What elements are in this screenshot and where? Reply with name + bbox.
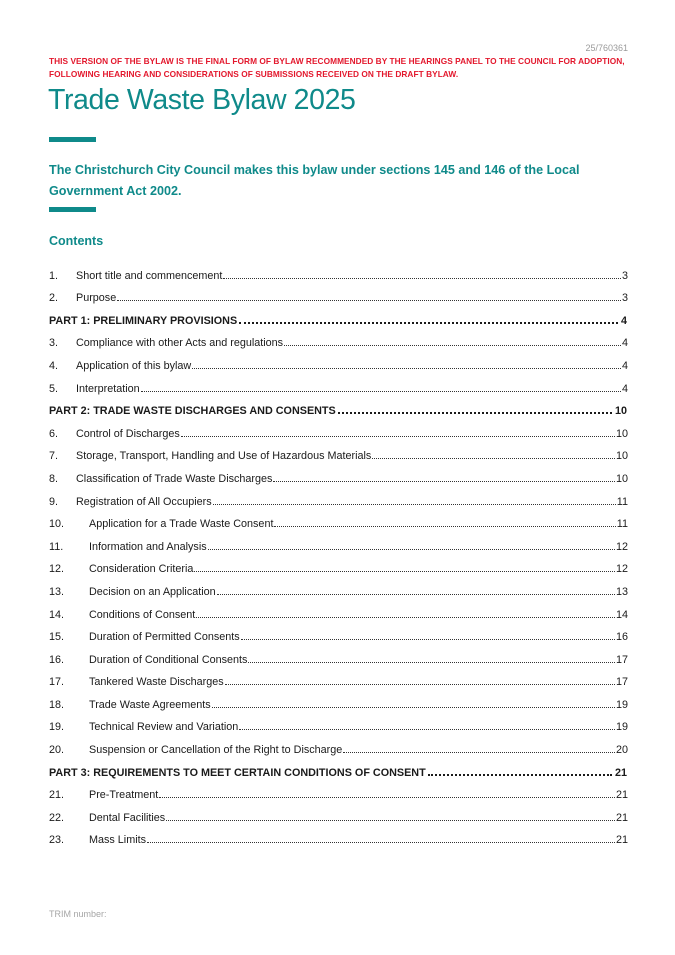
toc-part-heading[interactable] [49, 304, 628, 327]
toc-dot-leader [147, 842, 615, 843]
toc-entry-number: 3. [49, 337, 59, 350]
toc-entry-number: 6. [49, 427, 59, 440]
toc-entry[interactable] [49, 440, 628, 463]
toc-entry-number: 21. [49, 789, 65, 802]
toc-dot-leader [274, 526, 615, 527]
toc-entry-title: Dental Facilities [89, 811, 166, 824]
toc-page-number: 11 [616, 518, 628, 531]
toc-entry-title: Purpose [76, 292, 117, 305]
toc-dot-leader [428, 774, 612, 776]
toc-entry-number: 22. [49, 811, 65, 824]
toc-dot-leader [239, 322, 618, 324]
toc-page-number: 3 [621, 269, 628, 282]
subtitle-underline [49, 207, 96, 212]
toc-entry[interactable] [49, 779, 628, 802]
toc-entry-number: 2. [49, 292, 59, 305]
toc-entry[interactable] [49, 462, 628, 485]
toc-page-number: 21 [615, 811, 628, 824]
toc-entry[interactable] [49, 801, 628, 824]
toc-dot-leader [212, 707, 615, 708]
toc-entry[interactable] [49, 327, 628, 350]
toc-page-number: 19 [615, 698, 628, 711]
toc-entry-title: Tankered Waste Discharges [89, 676, 224, 689]
toc-dot-leader [372, 458, 615, 459]
toc-page-number: 4 [621, 382, 628, 395]
toc-dot-leader [181, 436, 615, 437]
toc-dot-leader [241, 639, 615, 640]
toc-entry[interactable] [49, 621, 628, 644]
title-underline [49, 137, 96, 142]
toc-entry-title: PART 2: TRADE WASTE DISCHARGES AND CONSENTS [49, 405, 336, 418]
toc-entry-number: 11. [49, 540, 64, 553]
toc-page-number: 10 [615, 472, 628, 485]
toc-dot-leader [166, 820, 615, 821]
toc-page-number: 10 [615, 427, 628, 440]
enactment-statement: The Christchurch City Council makes this bylaw under sections 145 and 146 of the Local Government Act 2002. [49, 163, 580, 198]
toc-page-number: 12 [615, 540, 628, 553]
toc-page-number: 16 [615, 631, 628, 644]
trim-number-label: TRIM number: [49, 909, 107, 919]
toc-dot-leader [159, 797, 615, 798]
toc-entry-number: 17. [49, 676, 65, 689]
toc-entry-title: Suspension or Cancellation of the Right to Discharge [89, 744, 343, 757]
toc-page-number: 20 [615, 744, 628, 757]
toc-page-number: 21 [615, 789, 628, 802]
toc-part-heading[interactable] [49, 756, 628, 779]
toc-entry[interactable] [49, 598, 628, 621]
toc-entry-title: Registration of All Occupiers [76, 495, 212, 508]
toc-dot-leader [213, 504, 616, 505]
toc-entry-title: PART 3: REQUIREMENTS TO MEET CERTAIN CONDITIONS OF CONSENT [49, 766, 426, 779]
toc-dot-leader [239, 729, 615, 730]
toc-entry-title: Interpretation [76, 382, 140, 395]
table-of-contents [49, 259, 628, 846]
toc-entry-title: Mass Limits [89, 834, 146, 847]
toc-page-number: 10 [614, 405, 627, 418]
toc-page-number: 11 [616, 495, 628, 508]
toc-entry-title: Control of Discharges [76, 427, 180, 440]
toc-entry[interactable] [49, 553, 628, 576]
toc-entry-title: Storage, Transport, Handling and Use of Hazardous Materials [76, 450, 372, 463]
toc-entry-number: 18. [49, 698, 65, 711]
toc-page-number: 14 [615, 608, 628, 621]
toc-entry-number: 5. [49, 382, 59, 395]
toc-entry-number: 19. [49, 721, 65, 734]
toc-entry-title: Pre-Treatment [89, 789, 159, 802]
document-reference: 25/760361 [585, 43, 628, 53]
toc-entry[interactable] [49, 711, 628, 734]
toc-entry-title: Technical Review and Variation [89, 721, 239, 734]
toc-entry-title: Application for a Trade Waste Consent [89, 518, 274, 531]
toc-entry-number: 7. [49, 450, 59, 463]
toc-dot-leader [343, 752, 615, 753]
toc-entry-title: Short title and commencement [76, 269, 223, 282]
toc-dot-leader [196, 617, 615, 618]
toc-entry-title: Compliance with other Acts and regulations [76, 337, 284, 350]
toc-entry-number: 16. [49, 653, 65, 666]
toc-page-number: 3 [621, 292, 628, 305]
toc-dot-leader [248, 662, 615, 663]
toc-entry-number: 9. [49, 495, 59, 508]
toc-entry-number: 12. [49, 563, 65, 576]
toc-entry[interactable] [49, 508, 628, 531]
toc-dot-leader [192, 368, 621, 369]
toc-page-number: 19 [615, 721, 628, 734]
toc-entry-number: 20. [49, 744, 65, 757]
toc-entry-number: 13. [49, 585, 65, 598]
toc-dot-leader [284, 345, 621, 346]
toc-entry-number: 4. [49, 359, 59, 372]
toc-page-number: 10 [615, 450, 628, 463]
toc-entry[interactable] [49, 643, 628, 666]
toc-page-number: 4 [620, 314, 627, 327]
toc-dot-leader [273, 481, 615, 482]
toc-page-number: 12 [615, 563, 628, 576]
toc-entry-title: PART 1: PRELIMINARY PROVISIONS [49, 314, 238, 327]
toc-entry[interactable] [49, 372, 628, 395]
toc-entry-title: Classification of Trade Waste Discharges [76, 472, 273, 485]
toc-entry[interactable] [49, 349, 628, 372]
toc-dot-leader [117, 300, 621, 301]
toc-dot-leader [208, 549, 615, 550]
toc-dot-leader [225, 684, 615, 685]
toc-entry[interactable] [49, 530, 628, 553]
toc-entry[interactable] [49, 733, 628, 756]
toc-entry-number: 10. [49, 518, 65, 531]
toc-entry[interactable] [49, 666, 628, 689]
toc-entry[interactable] [49, 485, 628, 508]
toc-entry-number: 8. [49, 472, 59, 485]
toc-entry-title: Duration of Conditional Consents [89, 653, 248, 666]
toc-dot-leader [217, 594, 615, 595]
toc-dot-leader [338, 412, 612, 414]
toc-entry[interactable] [49, 688, 628, 711]
toc-entry-title: Information and Analysis [89, 540, 207, 553]
toc-page-number: 4 [621, 359, 628, 372]
toc-entry-title: Trade Waste Agreements [89, 698, 211, 711]
toc-dot-leader [194, 571, 615, 572]
toc-entry-title: Conditions of Consent [89, 608, 196, 621]
toc-entry-title: Duration of Permitted Consents [89, 631, 240, 644]
toc-entry-title: Application of this bylaw [76, 359, 192, 372]
toc-part-heading[interactable] [49, 395, 628, 418]
toc-page-number: 21 [615, 834, 628, 847]
page-title: Trade Waste Bylaw 2025 [48, 84, 356, 116]
toc-entry-number: 15. [49, 631, 65, 644]
toc-entry[interactable] [49, 417, 628, 440]
toc-entry-number: 23. [49, 834, 65, 847]
toc-entry[interactable] [49, 575, 628, 598]
toc-dot-leader [223, 278, 621, 279]
toc-page-number: 4 [621, 337, 628, 350]
toc-entry-number: 1. [49, 269, 59, 282]
toc-page-number: 13 [615, 585, 628, 598]
toc-entry[interactable] [49, 824, 628, 847]
draft-notice: THIS VERSION OF THE BYLAW IS THE FINAL FORM OF BYLAW RECOMMENDED BY THE HEARINGS PANEL TO THE COUNCIL FOR ADOPTION, FOLLOWING HEARING AND CONSIDERATIONS OF SUBMISSIONS RECEIVED ON THE DRAFT BYLAW. [49, 56, 625, 79]
contents-heading: Contents [49, 234, 104, 248]
toc-entry-title: Decision on an Application [89, 585, 216, 598]
toc-page-number: 21 [614, 766, 627, 779]
toc-entry-title: Consideration Criteria [89, 563, 194, 576]
toc-entry-number: 14. [49, 608, 65, 621]
toc-dot-leader [141, 391, 621, 392]
toc-page-number: 17 [615, 676, 628, 689]
toc-page-number: 17 [615, 653, 628, 666]
toc-entry[interactable] [49, 259, 628, 282]
toc-entry[interactable] [49, 282, 628, 305]
